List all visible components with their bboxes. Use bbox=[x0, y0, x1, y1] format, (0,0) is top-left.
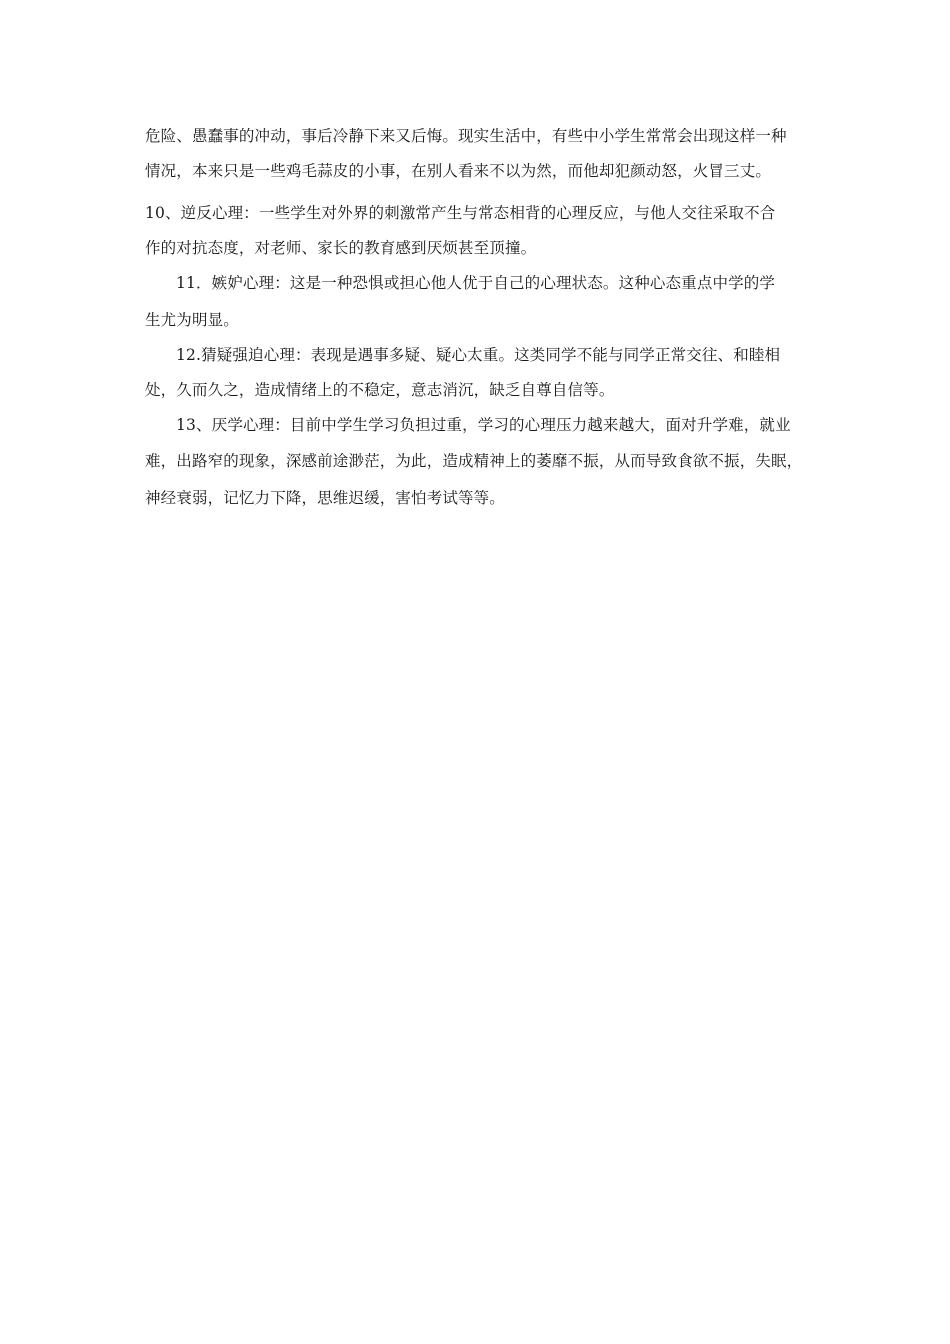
item-13-line: 神经衰弱，记忆力下降，思维迟缓，害怕考试等等。 bbox=[145, 489, 505, 507]
paragraph-line: 危险、愚蠢事的冲动，事后冷静下来又后悔。现实生活中，有些中小学生常常会出现这样一种 bbox=[145, 127, 787, 145]
item-13-line: 13、厌学心理：目前中学生学习负担过重，学习的心理压力越来越大，面对升学难，就业 bbox=[176, 416, 791, 434]
item-10-line: 10、逆反心理：一些学生对外界的刺激常产生与常态相背的心理反应，与他人交往采取不合 bbox=[145, 204, 776, 222]
item-11-line: 11．嫉妒心理：这是一种恐惧或担心他人优于自己的心理状态。这种心态重点中学的学 bbox=[176, 274, 776, 292]
item-12-line: 处，久而久之，造成情绪上的不稳定，意志消沉，缺乏自尊自信等。 bbox=[145, 381, 615, 399]
item-13-line: 难，出路窄的现象，深感前途渺茫，为此，造成精神上的萎靡不振，从而导致食欲不振，失眠， bbox=[145, 452, 803, 470]
paragraph-line: 情况，本来只是一些鸡毛蒜皮的小事，在别人看来不以为然，而他却犯颜动怒，火冒三丈。 bbox=[145, 162, 772, 180]
item-10-line: 作的对抗态度，对老师、家长的教育感到厌烦甚至顶撞。 bbox=[145, 239, 537, 257]
item-12-line: 12.猜疑强迫心理：表现是遇事多疑、疑心太重。这类同学不能与同学正常交往、和睦相 bbox=[176, 346, 781, 364]
item-11-line: 生尤为明显。 bbox=[145, 311, 239, 329]
